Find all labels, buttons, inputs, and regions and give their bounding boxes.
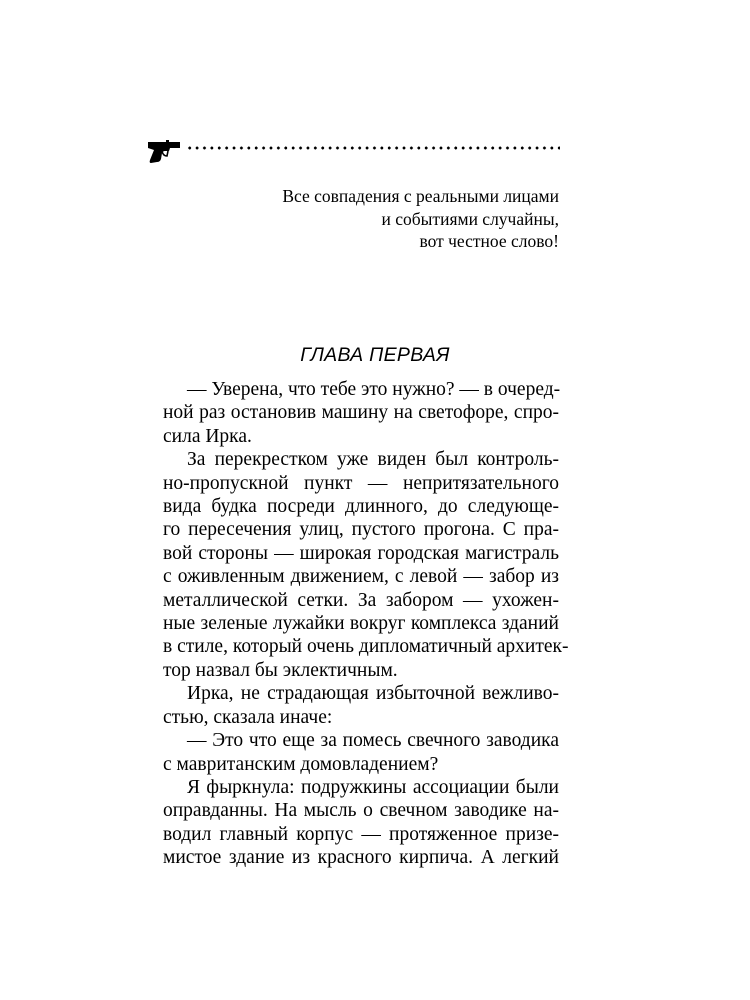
text-line: ные зеленые лужайки вокруг комплекса зданий bbox=[163, 613, 559, 635]
text-line: оправданны. На мысль о свечном заводике на- bbox=[163, 800, 559, 822]
text-line: но-пропускной пункт — непритязательного bbox=[163, 472, 559, 494]
text-line: мистое здание из красного кирпича. А легкий bbox=[163, 847, 559, 869]
epigraph bbox=[159, 185, 559, 253]
text-line: вида будка посреди длинного, до следующе- bbox=[163, 496, 559, 518]
chapter-title: ГЛАВА ПЕРВАЯ bbox=[300, 344, 450, 366]
revolver-icon bbox=[146, 138, 184, 168]
text-line: Ирка, не страдающая избыточной вежливо- bbox=[187, 683, 559, 705]
dotted-rule bbox=[186, 146, 560, 150]
text-line: тор назвал бы эклектичным. bbox=[163, 659, 398, 681]
text-line: водил главный корпус — протяженное призе- bbox=[163, 823, 559, 845]
text-line: Я фыркнула: подружкины ассоциации были bbox=[187, 776, 559, 798]
text-line: сила Ирка. bbox=[163, 425, 252, 447]
text-line: го пересечения улиц, пустого прогона. С пра- bbox=[163, 519, 559, 541]
text-line: — Уверена, что тебе это нужно? — в очеред- bbox=[187, 379, 561, 400]
header-ornament bbox=[146, 138, 560, 168]
text-line: металлической сетки. За забором — ухожен- bbox=[163, 589, 559, 611]
epigraph-line: и событиями случайны, bbox=[381, 208, 559, 229]
epigraph-line: Все совпадения с реальными лицами bbox=[282, 186, 559, 206]
text-line: За перекрестком уже виден был контроль- bbox=[187, 449, 559, 471]
text-line: ной раз остановив машину на светофоре, спро- bbox=[163, 402, 559, 424]
text-line: стью, сказала иначе: bbox=[163, 706, 333, 728]
text-line: с мавританским домовладением? bbox=[163, 753, 439, 775]
text-line: в стиле, который очень дипломатичный архитек- bbox=[163, 636, 569, 658]
text-line: — Это что еще за помесь свечного заводика bbox=[187, 730, 559, 752]
text-line: с оживленным движением, с левой — забор из bbox=[163, 566, 559, 588]
epigraph-line: вот честное слово! bbox=[419, 231, 559, 251]
text-line: вой стороны — широкая городская магистраль bbox=[163, 542, 559, 564]
body-text bbox=[163, 378, 569, 870]
